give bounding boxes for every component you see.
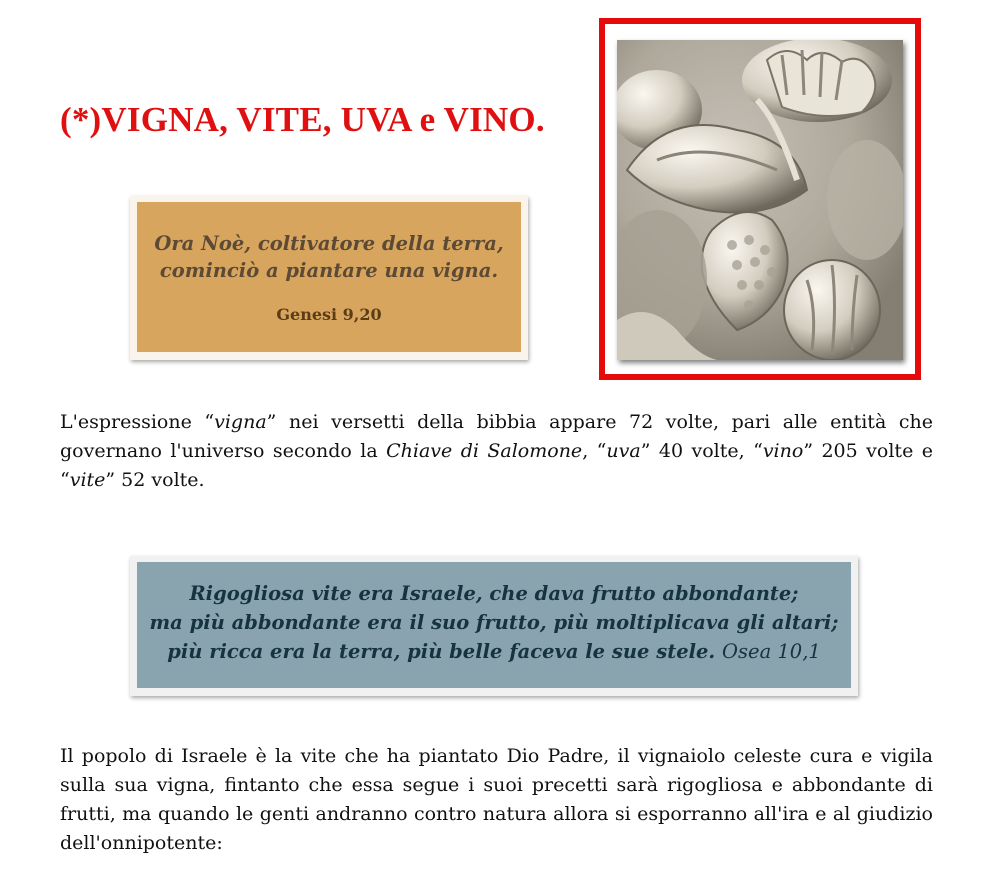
genesis-quote-box (130, 196, 528, 360)
hosea-quote-box (130, 556, 858, 696)
hosea-quote-line-2: ma più abbondante era il suo frutto, più moltiplicava gli altari; (149, 611, 839, 634)
paragraph-text: , “ (582, 440, 607, 462)
paragraph-israel-vine: Il popolo di Israele è la vite che ha piantato Dio Padre, il vignaiolo celeste cura e vigila sulla sua vigna, fintanto che essa segue i suoi precetti sarà rigogliosa e abbondante di frutti, ma quando le genti andranno contro natura allora si esporranno all'ira e al giudizio dell'onnipotente: (60, 745, 933, 854)
word-uva: uva (606, 440, 641, 462)
book-title: Chiave di Salomone (386, 440, 583, 462)
hosea-quote-reference: Osea 10,1 (722, 640, 821, 663)
carved-grapes-image (617, 40, 903, 360)
genesis-quote-line-2: cominciò a piantare una vigna. (159, 259, 499, 282)
page-title: (*)VIGNA, VITE, UVA e VINO. (60, 100, 545, 139)
hosea-quote-inner (137, 562, 851, 688)
paragraph-text: ” 205 volte e “ (60, 440, 933, 491)
genesis-quote-reference: Genesi 9,20 (276, 305, 382, 324)
genesis-quote-line-1: Ora Noè, coltivatore della terra, (154, 232, 504, 255)
paragraph-text: ” 52 volte. (105, 469, 205, 491)
genesis-quote-text (137, 230, 521, 284)
carved-grapes-illustration (617, 40, 903, 360)
paragraph-text: ” nei versetti della bibbia appare 72 volte, pari alle entità che governano l'universo secondo la (60, 411, 933, 462)
paragraph-text: L'espressione “ (60, 411, 215, 433)
image-frame (599, 18, 921, 380)
hosea-quote-line-3-text: più ricca era la terra, più belle faceva le sue stele. (167, 640, 716, 663)
word-vigna: vigna (214, 411, 267, 433)
paragraph-word-counts (60, 408, 933, 495)
paragraph-text: ” 40 volte, “ (640, 440, 763, 462)
hosea-quote-line-3 (137, 637, 851, 666)
word-vite: vite (69, 469, 106, 491)
genesis-quote-inner (137, 202, 521, 352)
word-vino: vino (762, 440, 804, 462)
hosea-quote-line-1: Rigogliosa vite era Israele, che dava frutto abbondante; (189, 582, 799, 605)
